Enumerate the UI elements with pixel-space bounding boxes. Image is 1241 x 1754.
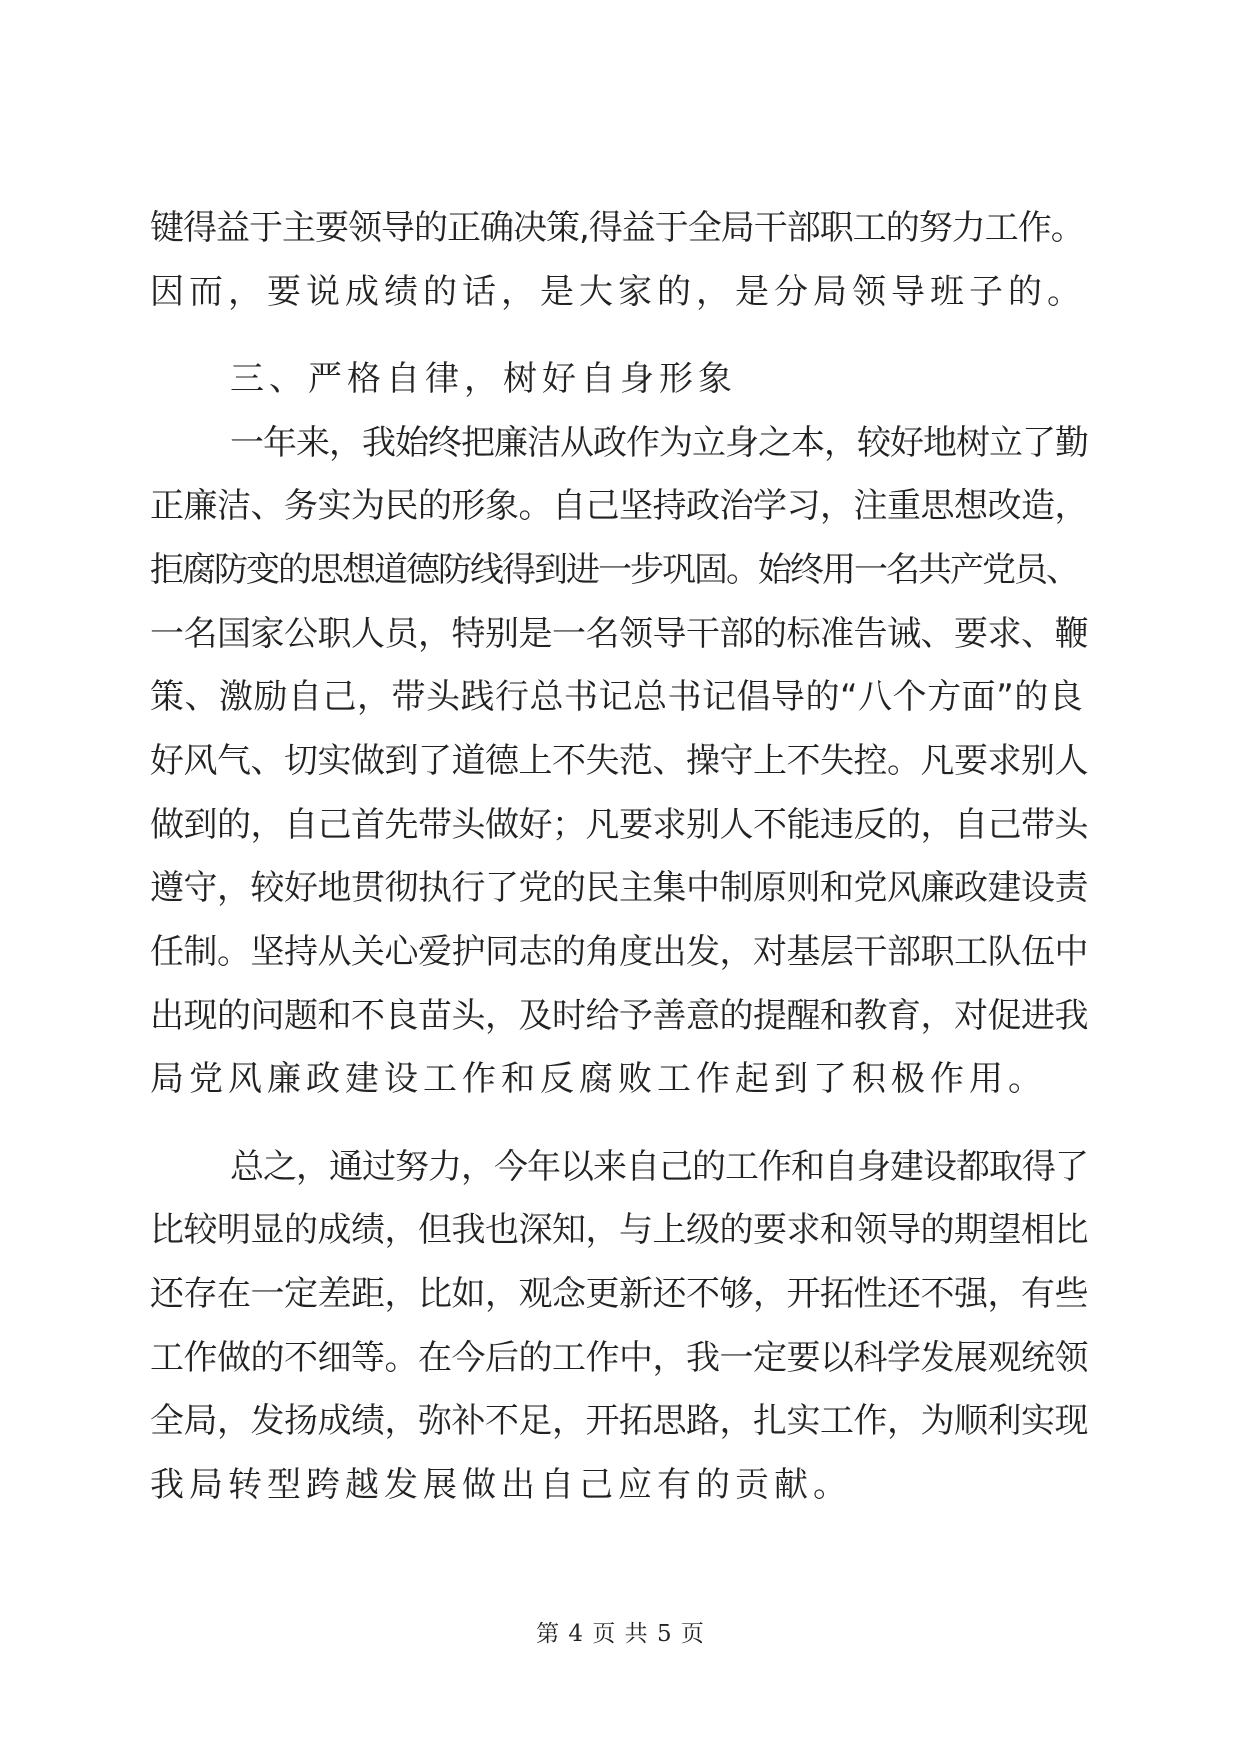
text-line: 一年来，我始终把廉洁从政作为立身之本，较好地树立了勤 (230, 423, 1088, 463)
text-line: 比较明显的成绩，但我也深知，与上级的要求和领导的期望相比 (150, 1210, 1088, 1250)
text-line: 我局转型跨越发展做出自己应有的贡献。 (150, 1465, 852, 1505)
text-line: 任制。坚持从关心爱护同志的角度出发，对基层干部职工队伍中 (150, 932, 1088, 972)
text-line: 总之，通过努力，今年以来自己的工作和自身建设都取得了 (230, 1147, 1088, 1187)
page-number: 第 4 页 共 5 页 (536, 1621, 705, 1647)
text-line: 正廉洁、务实为民的形象。自己坚持政治学习，注重思想改造， (150, 486, 1088, 526)
text-line: 工作做的不细等。在今后的工作中，我一定要以科学发展观统领 (150, 1338, 1088, 1378)
text-line: 一名国家公职人员，特别是一名领导干部的标准告诫、要求、鞭 (150, 614, 1088, 654)
text-line: 拒腐防变的思想道德防线得到进一步巩固。始终用一名共产党员、 (150, 550, 1078, 590)
text-line: 做到的，自己首先带头做好；凡要求别人不能违反的，自己带头 (150, 805, 1088, 845)
text-line: 键得益于主要领导的正确决策,得益于全局干部职工的努力工作。 (150, 208, 1084, 248)
text-line: 全局，发扬成绩，弥补不足，开拓思路，扎实工作，为顺利实现 (150, 1401, 1088, 1441)
text-line: 遵守，较好地贯彻执行了党的民主集中制原则和党风廉政建设责 (150, 868, 1088, 908)
text-line: 策、激励自己，带头践行总书记总书记倡导的“八个方面”的良 (150, 677, 1084, 717)
text-line: 出现的问题和不良苗头，及时给予善意的提醒和教育，对促进我 (150, 996, 1088, 1036)
section-heading: 三、严格自律，树好自身形象 (230, 359, 737, 399)
text-line: 还存在一定差距，比如，观念更新还不够，开拓性还不强，有些 (150, 1274, 1088, 1314)
text-line: 局党风廉政建设工作和反腐败工作起到了积极作用。 (150, 1059, 1047, 1099)
text-line: 好风气、切实做到了道德上不失范、操守上不失控。凡要求别人 (150, 741, 1088, 781)
text-line: 因而，要说成绩的话，是大家的，是分局领导班子的。 (150, 272, 1086, 312)
